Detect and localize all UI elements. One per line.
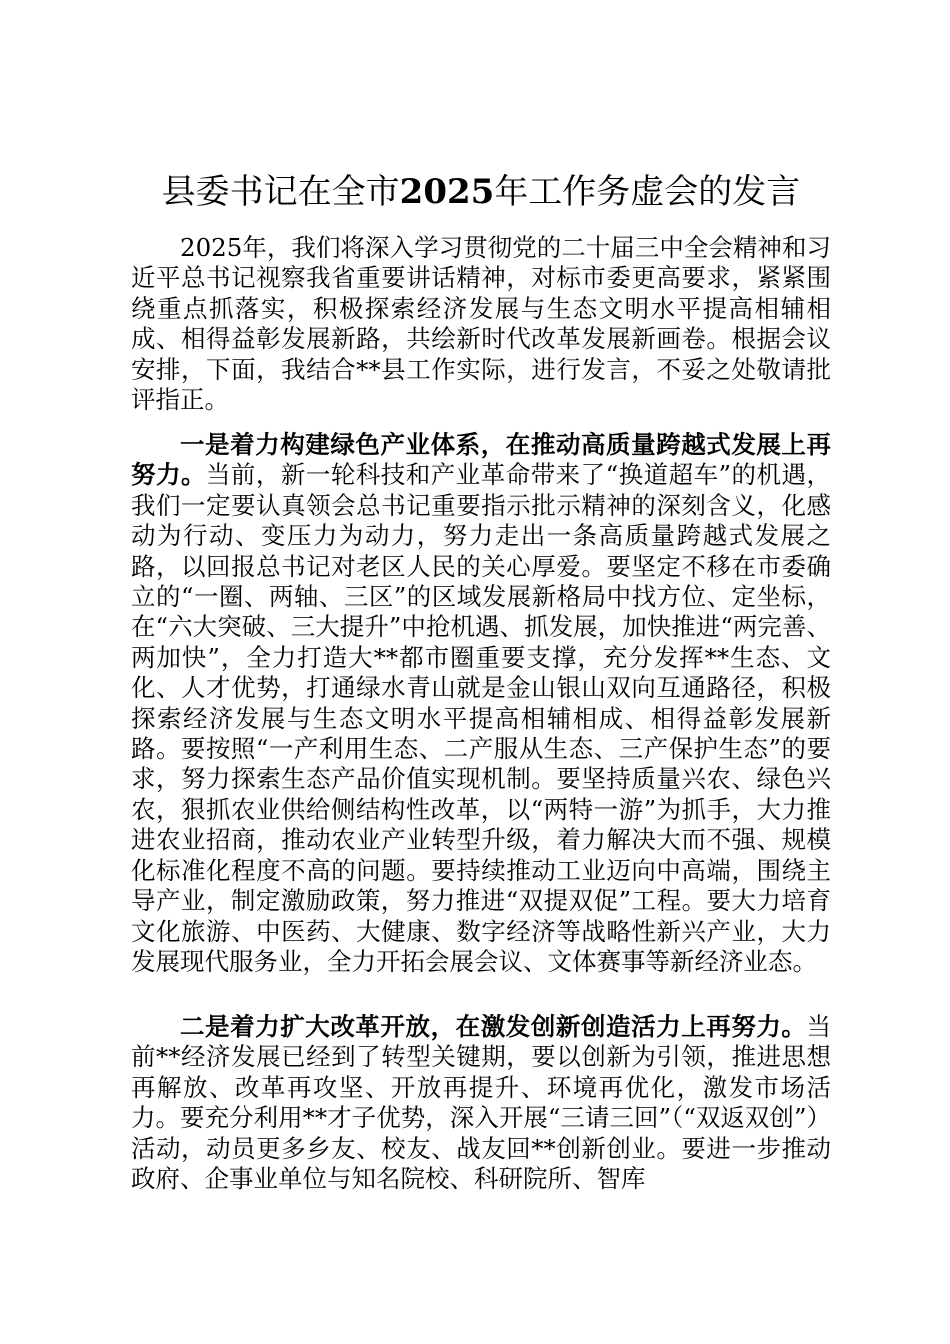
title-year: 2025 — [399, 172, 495, 212]
paragraph-green-industry-lead: 一是着力构建绿色产业体系，在推动高质量跨越式发展上再努力。 — [131, 430, 831, 490]
paragraph-green-industry — [131, 430, 831, 977]
paragraph-reform-opening-lead: 二是着力扩大改革开放，在激发创新创造活力上再努力。 — [180, 1012, 807, 1041]
title-suffix: 年工作务虚会的发言 — [494, 172, 801, 212]
paragraph-intro — [131, 233, 831, 415]
document-title — [131, 172, 831, 212]
paragraph-reform-opening-text: 当前**经济发展已经到了转型关键期，要以创新为引领，推进思想再解放、改革再攻坚、开放再提升、环境再优化，激发市场活力。要充分利用**才子优势，深入开展“三请三回”（“双返双创”）活动，动员更多乡友、校友、战友回**创新创业。要进一步推动政府、企事业单位与知名院校、科研院所、智库 — [131, 1012, 831, 1194]
title-prefix: 县委书记在全市 — [161, 172, 400, 212]
paragraph-intro-text: 2025年，我们将深入学习贯彻党的二十届三中全会精神和习近平总书记视察我省重要讲话精神，对标市委更高要求，紧紧围绕重点抓落实，积极探索经济发展与生态文明水平提高相辅相成、相得益彰发展新路，共绘新时代改革发展新画卷。根据会议安排，下面，我结合**县工作实际，进行发言，不妥之处敬请批评指正。 — [131, 233, 831, 415]
paragraph-green-industry-text: 当前，新一轮科技和产业革命带来了“换道超车”的机遇，我们一定要认真领会总书记重要指示批示精神的深刻含义，化感动为行动、变压力为动力，努力走出一条高质量跨越式发展之路，以回报总书记对老区人民的关心厚爱。要坚定不移在市委确立的“一圈、两轴、三区”的区域发展新格局中找方位、定坐标，在“六大突破、三大提升”中抢机遇、抓发展，加快推进“两完善、两加快”，全力打造大**都市圈重要支撑，充分发挥**生态、文化、人才优势，打通绿水青山就是金山银山双向互通路径，积极探索经济发展与生态文明水平提高相辅相成、相得益彰发展新路。要按照“一产利用生态、二产服从生态、三产保护生态”的要求，努力探索生态产品价值实现机制。要坚持质量兴农、绿色兴农，狠抓农业供给侧结构性改革，以“两特一游”为抓手，大力推进农业招商，推动农业产业转型升级，着力解决大而不强、规模化标准化程度不高的问题。要持续推动工业迈向中高端，围绕主导产业，制定激励政策，努力推进“双提双促”工程。要大力培育文化旅游、中医药、大健康、数字经济等战略性新兴产业，大力发展现代服务业，全力开拓会展会议、文体赛事等新经济业态。 — [131, 460, 831, 976]
paragraph-reform-opening — [131, 1012, 831, 1194]
